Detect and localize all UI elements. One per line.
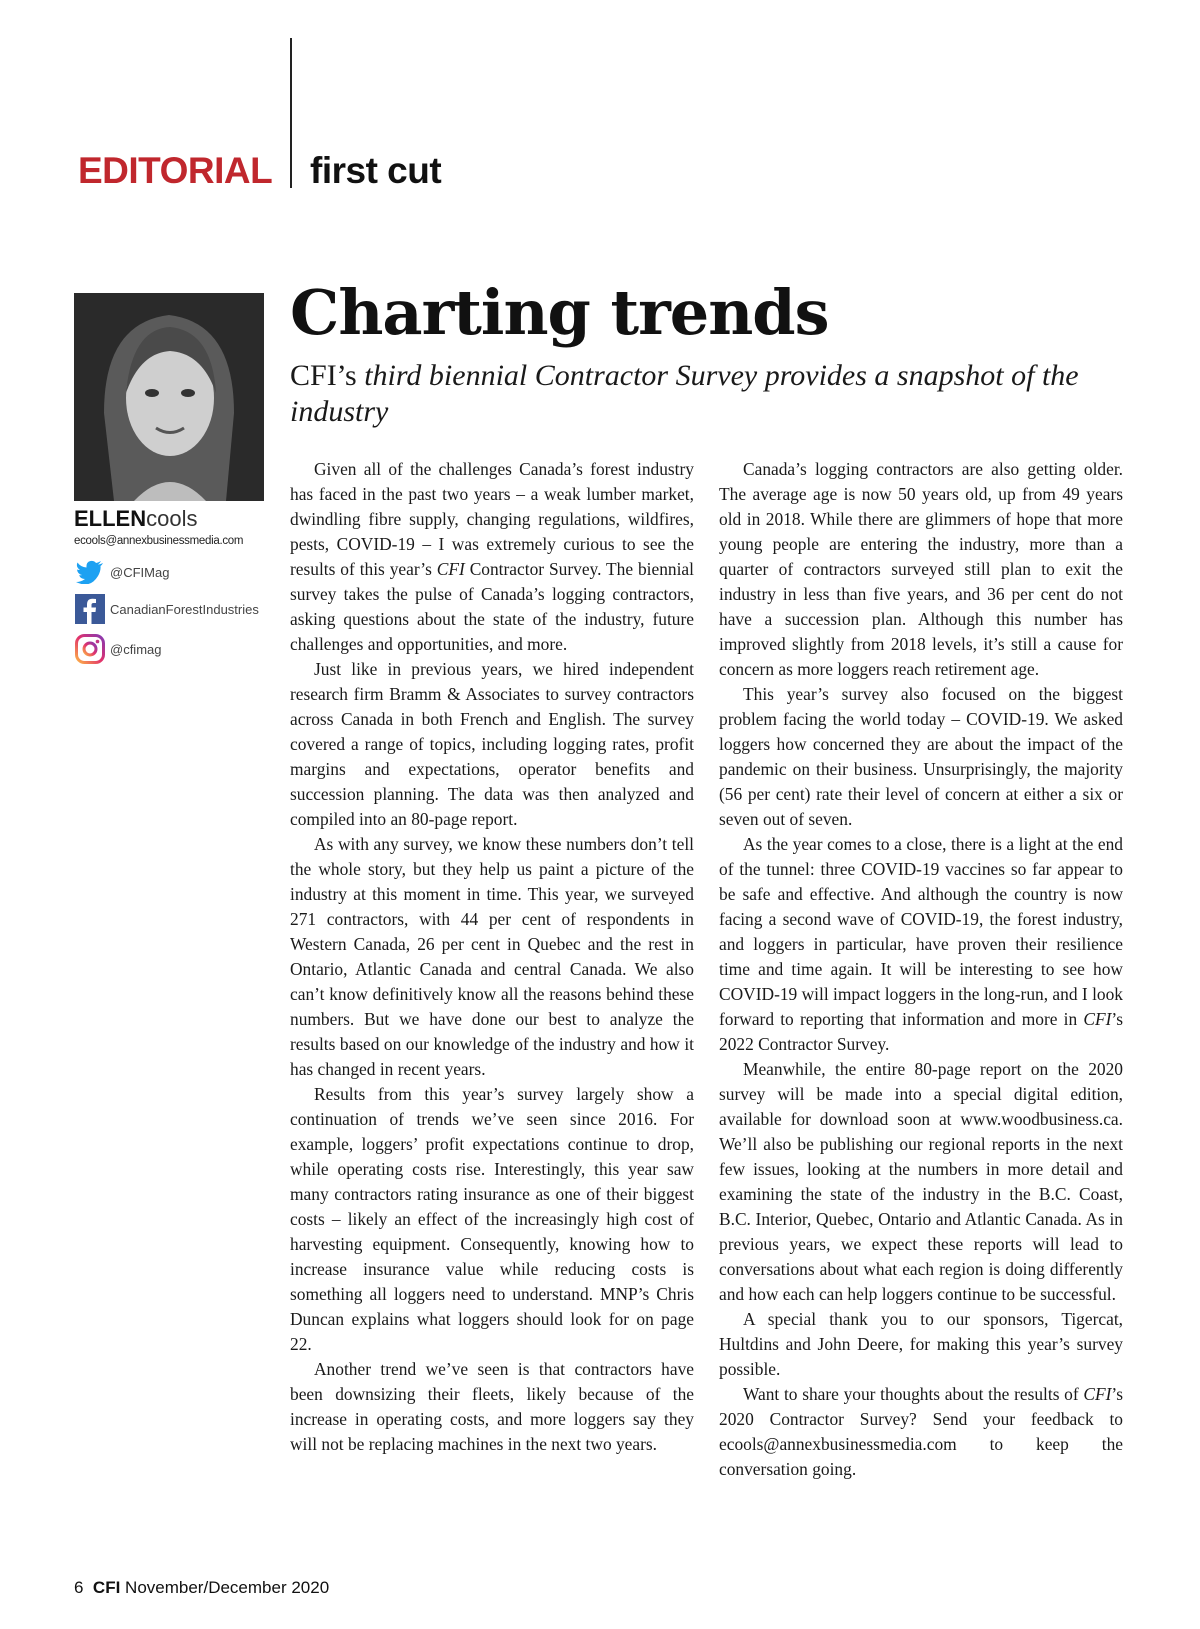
author-first-name: ELLEN xyxy=(74,506,147,531)
magazine-name: CFI xyxy=(92,1578,121,1597)
social-instagram[interactable] xyxy=(74,633,162,665)
paragraph xyxy=(290,832,694,1082)
paragraph xyxy=(719,1057,1123,1307)
author-last-name: cools xyxy=(146,506,198,531)
paragraph-text: Canada’s logging contractors are also getting older. The average age is now 50 years old, up from 49 years old in 2018. While there are glimmers of hope that more young people are entering the industry, more than a quarter of contractors surveyed still plan to exit the industry in less than five years, and 36 per cent do not have a succession plan. Although this number has improved slightly from 2018 levels, it’s still a cause for concern as more loggers reach retirement age. xyxy=(719,459,1123,679)
facebook-icon xyxy=(74,593,106,625)
paragraph-text: Another trend we’ve seen is that contractors have been downsizing their fleets, likely because of the increase in operating costs, and more loggers say they will not be replacing machines in the next two years. xyxy=(290,1359,694,1454)
italic-text: CFI xyxy=(436,559,465,579)
paragraph xyxy=(290,1082,694,1357)
paragraph xyxy=(719,457,1123,682)
paragraph-text: Meanwhile, the entire 80-page report on the 2020 survey will be made into a special digital edition, available for download soon at www.woodbusiness.ca. We’ll also be publishing our regional reports in the next few issues, looking at the numbers in more detail and examining the state of the industry in the B.C. Coast, B.C. Interior, Quebec, Ontario and Atlantic Canada. As in previous years, we expect these reports will lead to conversations about what each region is doing differently and how each can help loggers continue to be successful. xyxy=(719,1059,1123,1304)
issue-date: November/December 2020 xyxy=(125,1578,330,1597)
facebook-handle: CanadianForestIndustries xyxy=(110,601,259,617)
article-title: Charting trends xyxy=(290,276,829,349)
author-email[interactable]: ecools@annexbusinessmedia.com xyxy=(74,535,244,547)
social-facebook[interactable] xyxy=(74,593,259,625)
twitter-handle: @CFIMag xyxy=(110,564,170,580)
subsection-label: first cut xyxy=(310,150,442,191)
paragraph-text: Given all of the challenges Canada’s forest industry has faced in the past two years – a weak lumber market, dwindling fibre supply, changing regulations, wildfires, pests, COVID-19 – I was extremely curious to see the results of this year’s xyxy=(290,459,694,579)
paragraph-text: Results from this year’s survey largely show a continuation of trends we’ve seen since 2016. For example, loggers’ profit expectations continue to drop, while operating costs rise. Interestingly, this year saw many contractors rating insurance as one of their biggest costs – likely an effect of the increasingly high cost of harvesting equipment. Consequently, knowing how to increase insurance value while reducing costs is something all loggers need to understand. MNP’s Chris Duncan explains what loggers should look for on page 22. xyxy=(290,1084,694,1354)
page-footer xyxy=(74,1578,329,1598)
instagram-handle: @cfimag xyxy=(110,641,162,657)
article-column-1 xyxy=(290,457,694,1457)
twitter-icon xyxy=(74,556,106,588)
header-divider xyxy=(290,38,292,188)
dek-lead: CFI’s xyxy=(290,359,365,392)
section-label: EDITORIAL xyxy=(78,150,273,191)
paragraph-text: This year’s survey also focused on the biggest problem facing the world today – COVID-19. We asked loggers how concerned they are about the impact of the pandemic on their business. Unsurprisingly, the majority (56 per cent) rate their level of concern at either a six or seven out of seven. xyxy=(719,684,1123,829)
paragraph xyxy=(290,657,694,832)
article-column-2 xyxy=(719,457,1123,1482)
instagram-icon xyxy=(74,633,106,665)
paragraph-text: A special thank you to our sponsors, Tigercat, Hultdins and John Deere, for making this year’s survey possible. xyxy=(719,1309,1123,1379)
italic-text: CFI xyxy=(1083,1009,1112,1029)
paragraph xyxy=(719,1307,1123,1382)
paragraph-text: ’s 2022 Contractor Survey. xyxy=(719,1009,1123,1054)
paragraph xyxy=(719,832,1123,1057)
paragraph xyxy=(719,1382,1123,1482)
paragraph-text: Contractor Survey. The biennial survey takes the pulse of Canada’s logging contractors, asking questions about the state of the industry, future challenges and opportunities, and more. xyxy=(290,559,694,654)
paragraph-text: As with any survey, we know these numbers don’t tell the whole story, but they help us paint a picture of the industry at this moment in time. This year, we surveyed 271 contractors, with 44 per cent of respondents in Western Canada, 26 per cent in Quebec and the rest in Ontario, Atlantic Canada and central Canada. We also can’t know definitively know all the reasons behind these numbers. But we have done our best to analyze the results based on our knowledge of the industry and how it has changed in recent years. xyxy=(290,834,694,1079)
author-photo xyxy=(74,293,264,501)
paragraph-text: Want to share your thoughts about the results of xyxy=(743,1384,1084,1404)
paragraph-text: As the year comes to a close, there is a light at the end of the tunnel: three COVID-19 vaccines so far appear to be safe and effective. And although the country is now facing a second wave of COVID-19, the forest industry, and loggers in particular, have proven their resilience time and time again. It will be interesting to see how COVID-19 will impact loggers in the long-run, and I look forward to reporting that information and more in xyxy=(719,834,1123,1029)
paragraph xyxy=(719,682,1123,832)
section-header xyxy=(78,150,442,192)
page-number: 6 xyxy=(74,1578,84,1597)
paragraph-text: ’s 2020 Contractor Survey? Send your feedback to ecools@annexbusinessmedia.com to keep the conversation going. xyxy=(719,1384,1123,1479)
italic-text: CFI xyxy=(1083,1384,1112,1404)
dek-rest: third biennial Contractor Survey provides a snapshot of the industry xyxy=(290,359,1079,428)
paragraph xyxy=(290,1357,694,1457)
article-dek xyxy=(290,358,1100,430)
social-twitter[interactable] xyxy=(74,556,169,588)
paragraph-text: Just like in previous years, we hired independent research firm Bramm & Associates to survey contractors across Canada in both French and English. The survey covered a range of topics, including logging rates, profit margins and expectations, operator benefits and succession planning. The data was then analyzed and compiled into an 80-page report. xyxy=(290,659,694,829)
author-name xyxy=(74,506,197,532)
paragraph xyxy=(290,457,694,657)
